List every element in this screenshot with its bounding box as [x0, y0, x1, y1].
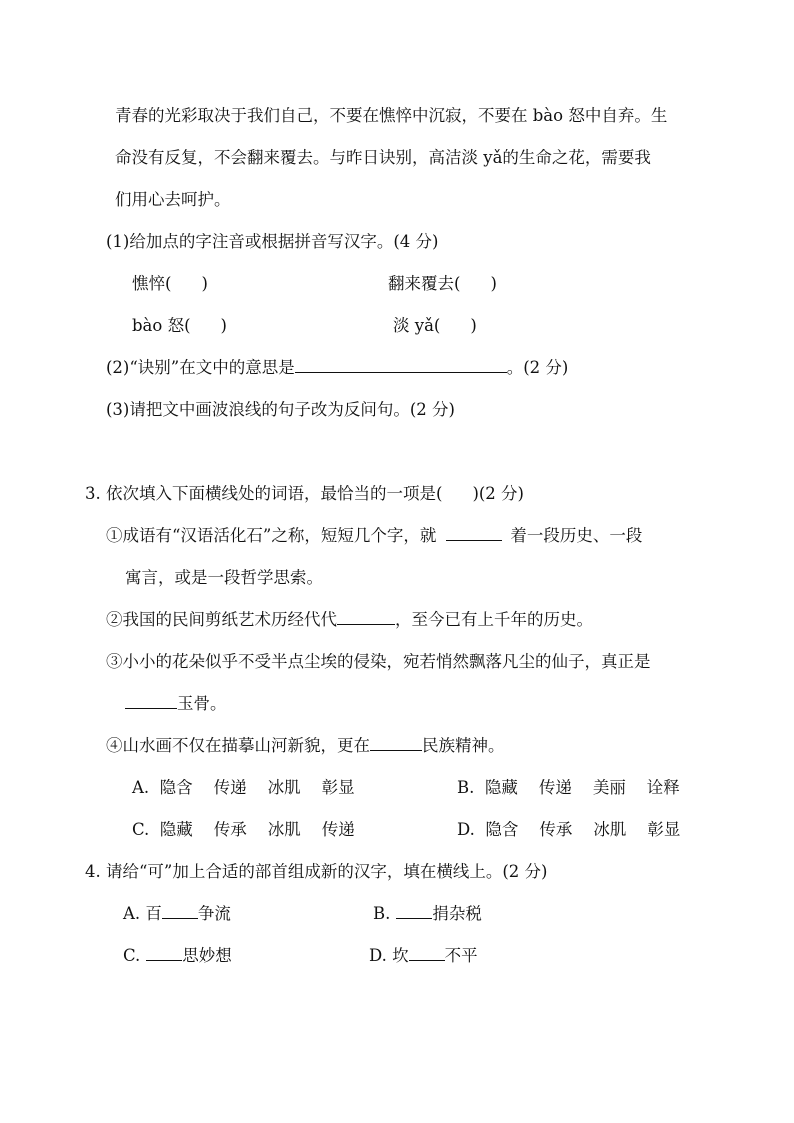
sub2-end: 。(2 分) — [506, 358, 569, 377]
answer-blank[interactable] — [162, 904, 198, 919]
item-b-text: 翻来覆去( — [388, 274, 461, 293]
answer-blank[interactable] — [125, 694, 177, 709]
q4-option-d — [369, 945, 478, 967]
sub2-start: (2)“诀别”在文中的意思是 — [106, 358, 295, 377]
answer-blank[interactable] — [409, 946, 445, 961]
answer-blank[interactable] — [370, 736, 422, 751]
q2-item-b — [388, 273, 497, 295]
s4-part-a: ④山水画不仅在描摹山河新貌，更在 — [106, 736, 370, 755]
q4-c-prefix: C. — [123, 946, 141, 965]
item-c-text: bào 怒( — [132, 316, 191, 335]
q4-c-suffix: 思妙想 — [182, 946, 232, 965]
q3-option-c[interactable]: C. 隐藏 传承 冰肌 传递 — [132, 820, 355, 839]
q3-stem-a: 3. 依次填入下面横线处的词语，最恰当的一项是( — [85, 484, 443, 503]
q3-stem — [85, 483, 524, 505]
item-d-close: ) — [470, 316, 477, 335]
q3-sentence-3-cont — [125, 693, 227, 715]
q3-stem-b: )(2 分) — [472, 484, 524, 503]
passage-line-1: 青春的光彩取决于我们自己，不要在憔悴中沉寂，不要在 bào 怒中自弃。生 — [115, 106, 668, 125]
s3-part-b: 玉骨。 — [177, 694, 227, 713]
item-a-close: ) — [201, 274, 208, 293]
item-c-close: ) — [220, 316, 227, 335]
q3-sentence-2 — [106, 609, 593, 631]
q4-a-prefix: A. 百 — [123, 904, 162, 923]
answer-blank[interactable] — [396, 904, 432, 919]
q3-option-d[interactable]: D. 隐含 传承 冰肌 彰显 — [457, 820, 681, 839]
s2-part-a: ②我国的民间剪纸艺术历经代代 — [106, 610, 337, 629]
s1-part-a: ①成语有“汉语活化石”之称，短短几个字，就 — [106, 526, 437, 545]
q3-sentence-1 — [106, 525, 642, 547]
answer-blank[interactable] — [337, 610, 395, 625]
q4-option-b — [373, 903, 482, 925]
item-b-close: ) — [490, 274, 497, 293]
q4-option-a — [123, 903, 231, 925]
passage-line-2: 命没有反复，不会翻来覆去。与昨日诀别，高洁淡 yǎ的生命之花，需要我 — [115, 148, 651, 167]
answer-blank[interactable] — [295, 358, 507, 373]
q4-b-suffix: 捐杂税 — [432, 904, 482, 923]
q4-d-suffix: 不平 — [444, 946, 478, 965]
item-a-text: 憔悴( — [132, 274, 172, 293]
q4-option-c — [123, 945, 232, 967]
q2-sub2 — [106, 357, 568, 379]
s1-part-b: 着一段历史、一段 — [510, 526, 643, 545]
passage-line-3: 们用心去呵护。 — [115, 190, 231, 209]
q2-sub1-prompt: (1)给加点的字注音或根据拼音写汉字。(4 分) — [106, 232, 439, 251]
q4-stem: 4. 请给“可”加上合适的部首组成新的汉字，填在横线上。(2 分) — [85, 862, 548, 881]
answer-blank[interactable] — [146, 946, 182, 961]
q2-item-c — [132, 315, 227, 337]
q2-item-d — [393, 315, 477, 337]
q3-option-b[interactable]: B. 隐藏 传递 美丽 诠释 — [457, 778, 680, 797]
item-d-text: 淡 yǎ( — [393, 316, 441, 335]
answer-blank[interactable] — [446, 526, 502, 541]
q3-sentence-3: ③小小的花朵似乎不受半点尘埃的侵染，宛若悄然飘落凡尘的仙子，真正是 — [106, 652, 651, 671]
s4-part-b: 民族精神。 — [422, 736, 505, 755]
q2-sub3: (3)请把文中画波浪线的句子改为反问句。(2 分) — [106, 400, 455, 419]
q4-b-prefix: B. — [373, 904, 391, 923]
q3-sentence-4 — [106, 735, 505, 757]
q4-a-suffix: 争流 — [197, 904, 231, 923]
q3-sentence-1-cont: 寓言，或是一段哲学思索。 — [125, 568, 323, 587]
q3-option-a[interactable]: A. 隐含 传递 冰肌 彰显 — [132, 778, 355, 797]
q2-item-a — [132, 273, 208, 295]
q4-d-prefix: D. 坎 — [369, 946, 409, 965]
s2-part-b: ，至今已有上千年的历史。 — [395, 610, 593, 629]
